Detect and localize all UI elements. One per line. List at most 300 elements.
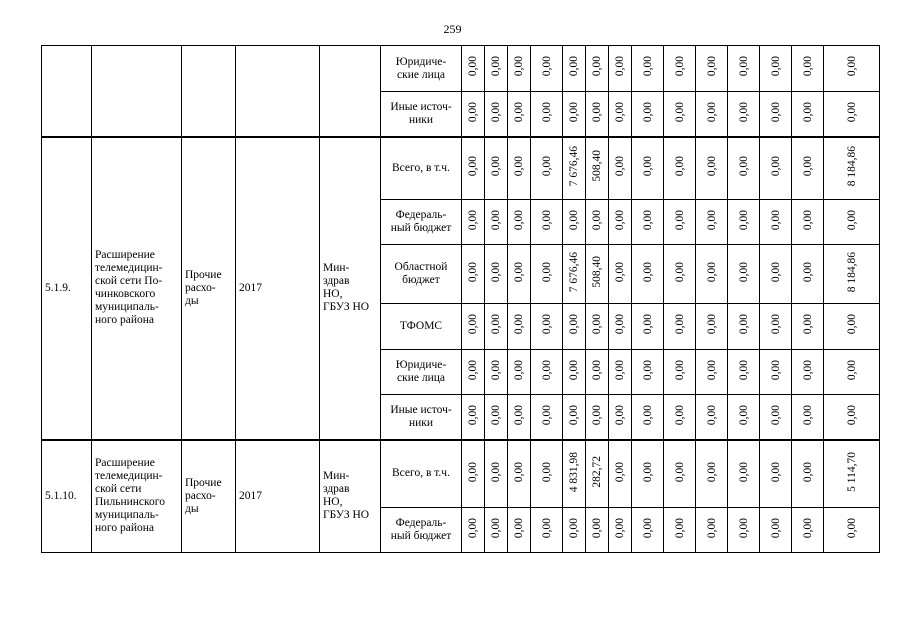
value-cell (760, 200, 792, 245)
value-text: 0,00 (614, 56, 626, 77)
value-text: 0,00 (705, 461, 718, 482)
table-row (42, 440, 880, 508)
value-text: 0,00 (801, 56, 814, 77)
value-cell (728, 350, 760, 395)
value-cell (664, 46, 696, 92)
value-cell (531, 92, 563, 137)
value-text: 0,00 (673, 56, 686, 77)
value-cell (508, 304, 531, 350)
value-cell (586, 508, 609, 553)
value-text: 0,00 (614, 209, 626, 231)
value-text: 0,00 (490, 314, 502, 335)
value-text: 0,00 (641, 56, 654, 77)
value-text: 0,00 (769, 359, 782, 381)
value-text: 0,00 (513, 209, 525, 231)
value-cell (728, 440, 760, 508)
value-cell (760, 350, 792, 395)
item-expense-type: Прочие расхо- ды (182, 137, 236, 440)
value-cell (696, 46, 728, 92)
item-executor: Мин- здрав НО, ГБУЗ НО (320, 440, 381, 553)
value-text: 0,00 (467, 101, 479, 122)
value-text: 0,00 (568, 101, 580, 122)
value-cell (586, 245, 609, 304)
value-text: 0,00 (641, 404, 654, 425)
value-text: 0,00 (591, 359, 603, 381)
value-cell (696, 245, 728, 304)
item-name: Расширение телемедицин- ской сети Пильнинского муниципаль- ного района (92, 440, 182, 553)
value-text: 0,00 (641, 261, 654, 283)
value-text: 0,00 (705, 359, 718, 381)
value-text: 0,00 (845, 404, 858, 425)
value-cell (609, 92, 632, 137)
value-cell (632, 46, 664, 92)
value-cell (586, 304, 609, 350)
value-text: 0,00 (591, 56, 603, 77)
value-cell (696, 350, 728, 395)
item-year: 2017 (236, 137, 320, 440)
value-text: 508,40 (591, 150, 603, 183)
value-cell (609, 440, 632, 508)
value-cell (531, 395, 563, 440)
value-text: 282,72 (591, 455, 603, 488)
value-text: 0,00 (490, 461, 502, 482)
value-text: 0,00 (705, 314, 718, 335)
value-text: 0,00 (737, 156, 750, 177)
value-text: 0,00 (513, 56, 525, 77)
value-text: 0,00 (614, 404, 626, 425)
value-cell (760, 508, 792, 553)
item-name: Расширение телемедицин- ской сети По- чинковского муниципаль- ного района (92, 137, 182, 440)
value-cell (586, 92, 609, 137)
value-text: 0,00 (490, 359, 502, 381)
value-text: 0,00 (801, 359, 814, 381)
value-cell (609, 304, 632, 350)
value-cell (563, 200, 586, 245)
value-cell (586, 440, 609, 508)
value-text: 0,00 (673, 314, 686, 335)
value-text: 7 676,46 (568, 146, 580, 187)
value-cell (563, 440, 586, 508)
value-text: 0,00 (591, 209, 603, 231)
value-cell (632, 395, 664, 440)
value-cell (760, 46, 792, 92)
value-text: 0,00 (769, 261, 782, 283)
value-cell (485, 46, 508, 92)
value-text: 0,00 (540, 101, 553, 122)
value-cell (792, 92, 824, 137)
value-text: 0,00 (737, 461, 750, 482)
funding-source: Всего, в т.ч. (381, 137, 462, 200)
value-cell (824, 304, 880, 350)
value-cell (609, 137, 632, 200)
funding-source: ТФОМС (381, 304, 462, 350)
value-cell (531, 508, 563, 553)
value-cell (531, 200, 563, 245)
value-cell (664, 350, 696, 395)
value-text: 508,40 (591, 256, 603, 288)
value-text: 0,00 (737, 209, 750, 231)
value-text: 0,00 (467, 359, 479, 381)
value-text: 0,00 (769, 209, 782, 231)
value-cell (609, 508, 632, 553)
value-cell (664, 304, 696, 350)
value-text: 0,00 (801, 261, 814, 283)
item-number: 5.1.10. (42, 440, 92, 553)
value-cell (792, 350, 824, 395)
value-text: 0,00 (705, 517, 718, 539)
value-text: 0,00 (540, 56, 553, 77)
value-cell (792, 508, 824, 553)
value-text: 0,00 (513, 261, 525, 283)
table-row (42, 137, 880, 200)
value-text: 0,00 (568, 404, 580, 425)
empty-cell (182, 46, 236, 137)
value-text: 0,00 (540, 404, 553, 425)
value-text: 0,00 (737, 404, 750, 425)
value-cell (824, 92, 880, 137)
value-text: 0,00 (801, 461, 814, 482)
value-cell (563, 245, 586, 304)
value-text: 5 114,70 (845, 451, 858, 492)
value-cell (508, 92, 531, 137)
value-text: 4 831,98 (568, 451, 580, 492)
value-cell (531, 245, 563, 304)
value-cell (485, 137, 508, 200)
value-cell (609, 395, 632, 440)
value-cell (609, 46, 632, 92)
value-cell (462, 46, 485, 92)
value-cell (508, 350, 531, 395)
value-text: 7 676,46 (568, 251, 580, 293)
value-cell (586, 350, 609, 395)
value-cell (508, 440, 531, 508)
value-text: 8 184,86 (845, 251, 858, 293)
value-text: 0,00 (490, 56, 502, 77)
value-text: 0,00 (568, 56, 580, 77)
value-cell (792, 440, 824, 508)
value-cell (792, 395, 824, 440)
value-cell (632, 350, 664, 395)
value-cell (462, 350, 485, 395)
value-text: 0,00 (591, 314, 603, 335)
value-cell (508, 508, 531, 553)
value-cell (462, 304, 485, 350)
value-cell (632, 508, 664, 553)
value-cell (760, 137, 792, 200)
value-text: 0,00 (513, 101, 525, 122)
value-text: 0,00 (614, 314, 626, 335)
value-cell (563, 46, 586, 92)
value-cell (563, 508, 586, 553)
value-text: 0,00 (705, 101, 718, 122)
item-number: 5.1.9. (42, 137, 92, 440)
value-text: 0,00 (769, 101, 782, 122)
value-cell (696, 395, 728, 440)
value-cell (531, 440, 563, 508)
value-text: 0,00 (801, 156, 814, 177)
value-text: 0,00 (845, 517, 858, 539)
value-text: 0,00 (490, 261, 502, 283)
value-cell (462, 245, 485, 304)
value-text: 0,00 (614, 359, 626, 381)
value-cell (531, 304, 563, 350)
value-text: 0,00 (641, 517, 654, 539)
value-text: 0,00 (467, 261, 479, 283)
value-text: 0,00 (540, 156, 553, 177)
funding-source: Областной бюджет (381, 245, 462, 304)
value-cell (728, 200, 760, 245)
value-text: 0,00 (845, 314, 858, 335)
value-text: 0,00 (614, 461, 626, 482)
value-text: 0,00 (614, 101, 626, 122)
value-text: 0,00 (641, 461, 654, 482)
value-text: 0,00 (614, 261, 626, 283)
value-text: 0,00 (737, 517, 750, 539)
value-cell (696, 200, 728, 245)
value-cell (792, 304, 824, 350)
value-cell (760, 304, 792, 350)
value-text: 0,00 (513, 314, 525, 335)
value-cell (508, 137, 531, 200)
funding-source: Иные источ- ники (381, 395, 462, 440)
value-cell (531, 46, 563, 92)
value-text: 0,00 (467, 209, 479, 231)
value-text: 0,00 (801, 314, 814, 335)
value-cell (508, 245, 531, 304)
value-cell (462, 200, 485, 245)
value-text: 0,00 (737, 314, 750, 335)
value-text: 0,00 (737, 56, 750, 77)
value-text: 0,00 (801, 517, 814, 539)
page-number: 259 (443, 22, 462, 36)
value-cell (696, 508, 728, 553)
value-cell (664, 440, 696, 508)
value-text: 0,00 (467, 517, 479, 539)
value-text: 0,00 (641, 209, 654, 231)
budget-table (41, 45, 880, 553)
value-text: 0,00 (540, 261, 553, 283)
value-text: 0,00 (467, 404, 479, 425)
value-text: 0,00 (467, 314, 479, 335)
value-cell (462, 440, 485, 508)
value-cell (696, 304, 728, 350)
value-cell (609, 245, 632, 304)
value-text: 8 184,86 (845, 146, 858, 187)
item-expense-type: Прочие расхо- ды (182, 440, 236, 553)
value-cell (485, 92, 508, 137)
value-cell (586, 46, 609, 92)
value-text: 0,00 (845, 56, 858, 77)
value-cell (824, 200, 880, 245)
value-text: 0,00 (513, 404, 525, 425)
value-cell (485, 200, 508, 245)
value-text: 0,00 (467, 56, 479, 77)
value-text: 0,00 (705, 209, 718, 231)
value-text: 0,00 (673, 517, 686, 539)
value-cell (824, 508, 880, 553)
value-text: 0,00 (641, 359, 654, 381)
value-cell (664, 137, 696, 200)
value-cell (792, 46, 824, 92)
value-cell (563, 92, 586, 137)
funding-source: Федераль- ный бюджет (381, 508, 462, 553)
value-cell (462, 508, 485, 553)
value-cell (563, 304, 586, 350)
value-cell (563, 350, 586, 395)
value-text: 0,00 (769, 56, 782, 77)
value-text: 0,00 (737, 261, 750, 283)
value-text: 0,00 (614, 156, 626, 177)
value-cell (632, 440, 664, 508)
empty-cell (92, 46, 182, 137)
value-cell (792, 245, 824, 304)
value-cell (728, 395, 760, 440)
value-cell (728, 245, 760, 304)
value-text: 0,00 (540, 359, 553, 381)
value-cell (824, 395, 880, 440)
value-text: 0,00 (769, 314, 782, 335)
value-cell (824, 46, 880, 92)
value-text: 0,00 (513, 461, 525, 482)
value-cell (664, 245, 696, 304)
value-text: 0,00 (513, 517, 525, 539)
value-cell (563, 137, 586, 200)
value-text: 0,00 (705, 156, 718, 177)
value-cell (508, 200, 531, 245)
value-cell (531, 350, 563, 395)
value-text: 0,00 (673, 359, 686, 381)
value-cell (485, 245, 508, 304)
value-cell (485, 440, 508, 508)
value-cell (696, 137, 728, 200)
value-cell (485, 395, 508, 440)
value-text: 0,00 (591, 101, 603, 122)
value-cell (664, 92, 696, 137)
value-cell (696, 440, 728, 508)
value-text: 0,00 (540, 517, 553, 539)
value-text: 0,00 (641, 156, 654, 177)
empty-cell (320, 46, 381, 137)
value-text: 0,00 (769, 156, 782, 177)
item-year: 2017 (236, 440, 320, 553)
value-cell (632, 92, 664, 137)
value-text: 0,00 (801, 404, 814, 425)
value-cell (760, 92, 792, 137)
value-text: 0,00 (490, 517, 502, 539)
value-text: 0,00 (540, 314, 553, 335)
value-text: 0,00 (591, 404, 603, 425)
value-cell (485, 304, 508, 350)
value-cell (508, 395, 531, 440)
value-text: 0,00 (540, 461, 553, 482)
value-text: 0,00 (467, 461, 479, 482)
value-cell (664, 395, 696, 440)
value-text: 0,00 (490, 156, 502, 177)
value-text: 0,00 (490, 101, 502, 122)
value-text: 0,00 (705, 404, 718, 425)
value-cell (485, 350, 508, 395)
item-executor: Мин- здрав НО, ГБУЗ НО (320, 137, 381, 440)
value-text: 0,00 (614, 517, 626, 539)
value-cell (485, 508, 508, 553)
value-cell (824, 137, 880, 200)
value-cell (728, 46, 760, 92)
value-cell (824, 440, 880, 508)
value-text: 0,00 (673, 404, 686, 425)
empty-cell (236, 46, 320, 137)
value-cell (792, 137, 824, 200)
value-cell (609, 350, 632, 395)
value-text: 0,00 (673, 101, 686, 122)
value-text: 0,00 (591, 517, 603, 539)
value-cell (824, 245, 880, 304)
value-cell (508, 46, 531, 92)
value-text: 0,00 (737, 101, 750, 122)
value-cell (760, 440, 792, 508)
value-cell (728, 137, 760, 200)
value-text: 0,00 (513, 156, 525, 177)
value-cell (531, 137, 563, 200)
value-cell (728, 92, 760, 137)
value-cell (586, 395, 609, 440)
value-text: 0,00 (568, 517, 580, 539)
value-cell (728, 508, 760, 553)
funding-source: Юридиче- ские лица (381, 350, 462, 395)
value-cell (632, 137, 664, 200)
value-text: 0,00 (513, 359, 525, 381)
value-text: 0,00 (737, 359, 750, 381)
funding-source: Иные источ- ники (381, 92, 462, 137)
value-text: 0,00 (490, 209, 502, 231)
value-text: 0,00 (845, 101, 858, 122)
value-text: 0,00 (769, 517, 782, 539)
value-cell (632, 304, 664, 350)
value-cell (462, 395, 485, 440)
value-cell (792, 200, 824, 245)
funding-source: Всего, в т.ч. (381, 440, 462, 508)
value-text: 0,00 (769, 461, 782, 482)
value-text: 0,00 (845, 209, 858, 231)
value-cell (632, 200, 664, 245)
value-text: 0,00 (769, 404, 782, 425)
value-text: 0,00 (568, 359, 580, 381)
value-cell (664, 508, 696, 553)
value-cell (760, 395, 792, 440)
funding-source: Юридиче- ские лица (381, 46, 462, 92)
value-text: 0,00 (673, 209, 686, 231)
value-text: 0,00 (568, 314, 580, 335)
table-row (42, 46, 880, 92)
value-cell (586, 200, 609, 245)
value-cell (462, 92, 485, 137)
value-text: 0,00 (641, 314, 654, 335)
value-text: 0,00 (705, 261, 718, 283)
value-cell (632, 245, 664, 304)
value-text: 0,00 (705, 56, 718, 77)
value-text: 0,00 (801, 101, 814, 122)
empty-cell (42, 46, 92, 137)
value-text: 0,00 (467, 156, 479, 177)
value-cell (760, 245, 792, 304)
value-text: 0,00 (490, 404, 502, 425)
value-cell (728, 304, 760, 350)
value-text: 0,00 (540, 209, 553, 231)
value-cell (462, 137, 485, 200)
value-cell (586, 137, 609, 200)
value-text: 0,00 (845, 359, 858, 381)
value-cell (609, 200, 632, 245)
value-text: 0,00 (801, 209, 814, 231)
